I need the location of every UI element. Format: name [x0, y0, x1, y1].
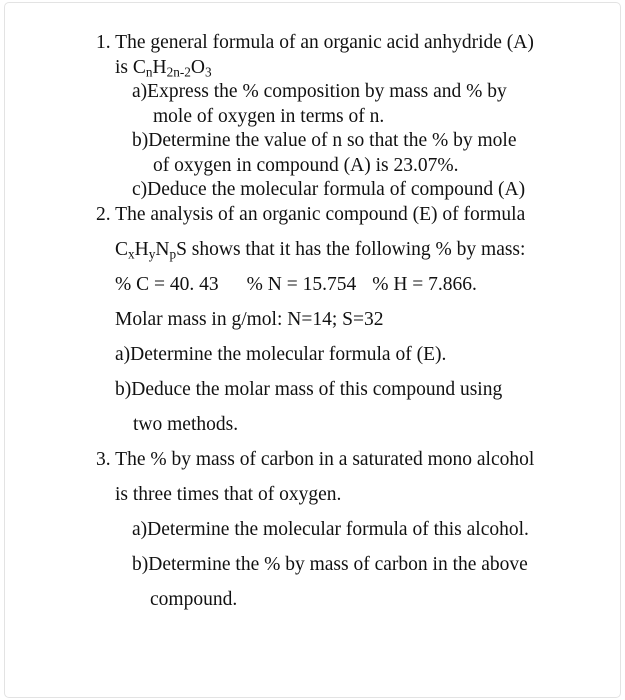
q3-a-line1	[132, 518, 529, 542]
q3-b-line2: compound.	[150, 589, 238, 610]
q2-a-line1	[115, 343, 446, 367]
q2-pct-n: % N = 15.754	[246, 274, 357, 295]
q1-b-label: b)	[132, 130, 149, 151]
q3-stem	[96, 448, 534, 472]
q1-c-text1: Deduce the molecular formula of compound (A)	[147, 179, 526, 200]
q3-a-label: a)	[132, 519, 148, 540]
q1-b-line2: of oxygen in compound (A) is 23.07%.	[153, 155, 459, 176]
q2-formula-n: N	[155, 239, 170, 260]
q2-formula-h: H	[134, 239, 149, 260]
q2-number: 2.	[96, 204, 111, 225]
q3-b-label: b)	[132, 554, 149, 575]
q1-formula-o: O	[190, 57, 205, 78]
q1-stem-text: The general formula of an organic acid anhydride (A)	[115, 32, 534, 53]
q2-formula-tail: S shows that it has the following % by mass:	[176, 239, 526, 260]
q2-stem	[96, 203, 525, 227]
q1-c-label: c)	[132, 179, 148, 200]
q1-a-label: a)	[132, 81, 148, 102]
q2-b-label: b)	[115, 379, 132, 400]
q2-b-line1	[115, 378, 502, 402]
q1-b-line1	[132, 129, 516, 153]
q2-b-text1: Deduce the molar mass of this compound using	[131, 379, 503, 400]
q2-molar-mass: Molar mass in g/mol: N=14; S=32	[115, 309, 384, 330]
q1-number: 1.	[96, 32, 111, 53]
q2-stem-text: The analysis of an organic compound (E) of formula	[115, 204, 526, 225]
q1-formula-sub-o: 3	[205, 64, 212, 80]
q2-b-line2: two methods.	[133, 414, 239, 435]
q1-a-line2: mole of oxygen in terms of n.	[153, 106, 385, 127]
q3-number: 3.	[96, 449, 111, 470]
q3-b-line1	[132, 553, 528, 577]
q1-c-line1	[132, 178, 525, 202]
q1-stem	[96, 31, 534, 55]
q2-a-text1: Determine the molecular formula of (E).	[130, 344, 447, 365]
q1-b-text1: Determine the value of n so that the % by mole	[148, 130, 517, 151]
q2-formula-sub-x: x	[128, 246, 135, 262]
q2-formula-sub-y: y	[148, 246, 156, 262]
q3-stem-text1: The % by mass of carbon in a saturated mono alcohol	[115, 449, 535, 470]
q1-formula-prefix: is C	[115, 57, 146, 78]
q1-a-text1: Express the % composition by mass and % by	[147, 81, 507, 102]
q1-formula	[115, 56, 212, 80]
q2-formula-sub-p: p	[169, 246, 177, 262]
q3-stem-line2: is three times that of oxygen.	[115, 484, 342, 505]
q2-formula-c: C	[115, 239, 129, 260]
q2-pct-c: % C = 40. 43	[115, 274, 219, 295]
q1-formula-sub-h: 2n-2	[166, 64, 191, 80]
q1-formula-h: H	[152, 57, 167, 78]
q3-b-text1: Determine the % by mass of carbon in the above	[148, 554, 528, 575]
q1-formula-sub-n: n	[145, 64, 153, 80]
q2-a-label: a)	[115, 344, 131, 365]
q1-a-line1	[132, 80, 507, 104]
q2-percentages	[115, 273, 477, 297]
q2-pct-h: % H = 7.866.	[372, 274, 477, 295]
q3-a-text1: Determine the molecular formula of this alcohol.	[147, 519, 529, 540]
q2-formula	[115, 238, 525, 262]
